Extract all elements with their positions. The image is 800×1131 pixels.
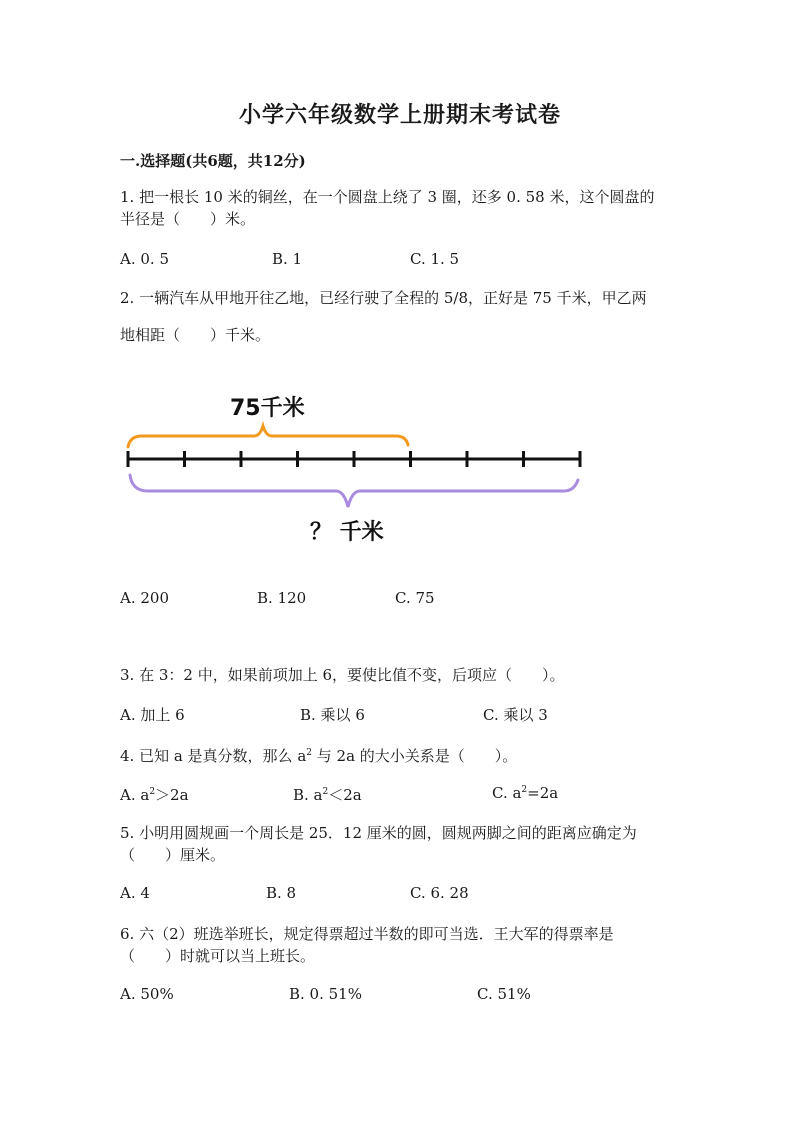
question-4-line-1 (120, 742, 517, 767)
question-6-line-1: 6. 六（2）班选举班长，规定得票超过半数的即可当选．王大军的得票率是 (120, 925, 614, 943)
question-3-line-1: 3. 在 3：2 中，如果前项加上 6，要使比值不变，后项应（ ）。 (120, 666, 565, 684)
question-3-option-b: B. 乘以 6 (300, 706, 365, 724)
question-1-option-c: C. 1. 5 (410, 250, 460, 268)
question-1-option-a: A. 0. 5 (120, 250, 169, 268)
question-1-line-2: 半径是（ ）米。 (120, 210, 256, 228)
page-title: 小学六年级数学上册期末考试卷 (238, 102, 561, 128)
question-6-option-a: A. 50% (120, 985, 174, 1003)
diagram-bottom-label: ？ 千米 (310, 520, 384, 545)
question-3-option-c: C. 乘以 3 (483, 706, 548, 724)
question-4-text-a: 4. 已知 a 是真分数，那么 a (120, 747, 307, 765)
section-heading: 一.选择题(共6题，共12分) (120, 152, 306, 170)
question-3-option-a: A. 加上 6 (120, 706, 185, 724)
question-6-line-2: （ ）时就可以当上班长。 (120, 947, 316, 965)
question-5-line-1: 5. 小明用圆规画一个周长是 25．12 厘米的圆，圆规两脚之间的距离应确定为 (120, 824, 637, 842)
question-6-option-b: B. 0. 51% (289, 985, 362, 1003)
question-4-option-c: C. $a^2=2a$ (492, 784, 559, 802)
question-5-option-c: C. 6. 28 (410, 884, 469, 902)
question-5-option-a: A. 4 (120, 884, 150, 902)
diagram-top-label: 75千米 (230, 396, 305, 421)
question-2-option-c: C. 75 (395, 589, 435, 607)
purple-brace (130, 475, 578, 507)
question-4-option-a: A. $a^2>2a$ (120, 786, 189, 804)
orange-brace (128, 426, 408, 447)
question-2-line-2: 地相距（ ）千米。 (120, 326, 271, 344)
question-1-option-b: B. 1 (272, 250, 303, 268)
question-2-option-a: A. 200 (120, 589, 169, 607)
question-2-option-b: B. 120 (257, 589, 307, 607)
question-4-option-b: B. $a^2<2a$ (293, 786, 362, 804)
question-1-line-1: 1. 把一根长 10 米的铜丝，在一个圆盘上绕了 3 圈，还多 0. 58 米，这个圆盘的 (120, 188, 655, 206)
question-5-line-2: （ ）厘米。 (120, 846, 226, 864)
question-4-text-b: 与 2a 的大小关系是（ ）。 (312, 747, 518, 765)
question-6-option-c: C. 51% (477, 985, 531, 1003)
question-2-line-1: 2. 一辆汽车从甲地开往乙地，已经行驶了全程的 5/8，正好是 75 千米，甲乙两 (120, 289, 647, 307)
segment-diagram (118, 385, 598, 555)
question-4-exponent: 2 (306, 748, 313, 758)
question-5-option-b: B. 8 (266, 884, 297, 902)
